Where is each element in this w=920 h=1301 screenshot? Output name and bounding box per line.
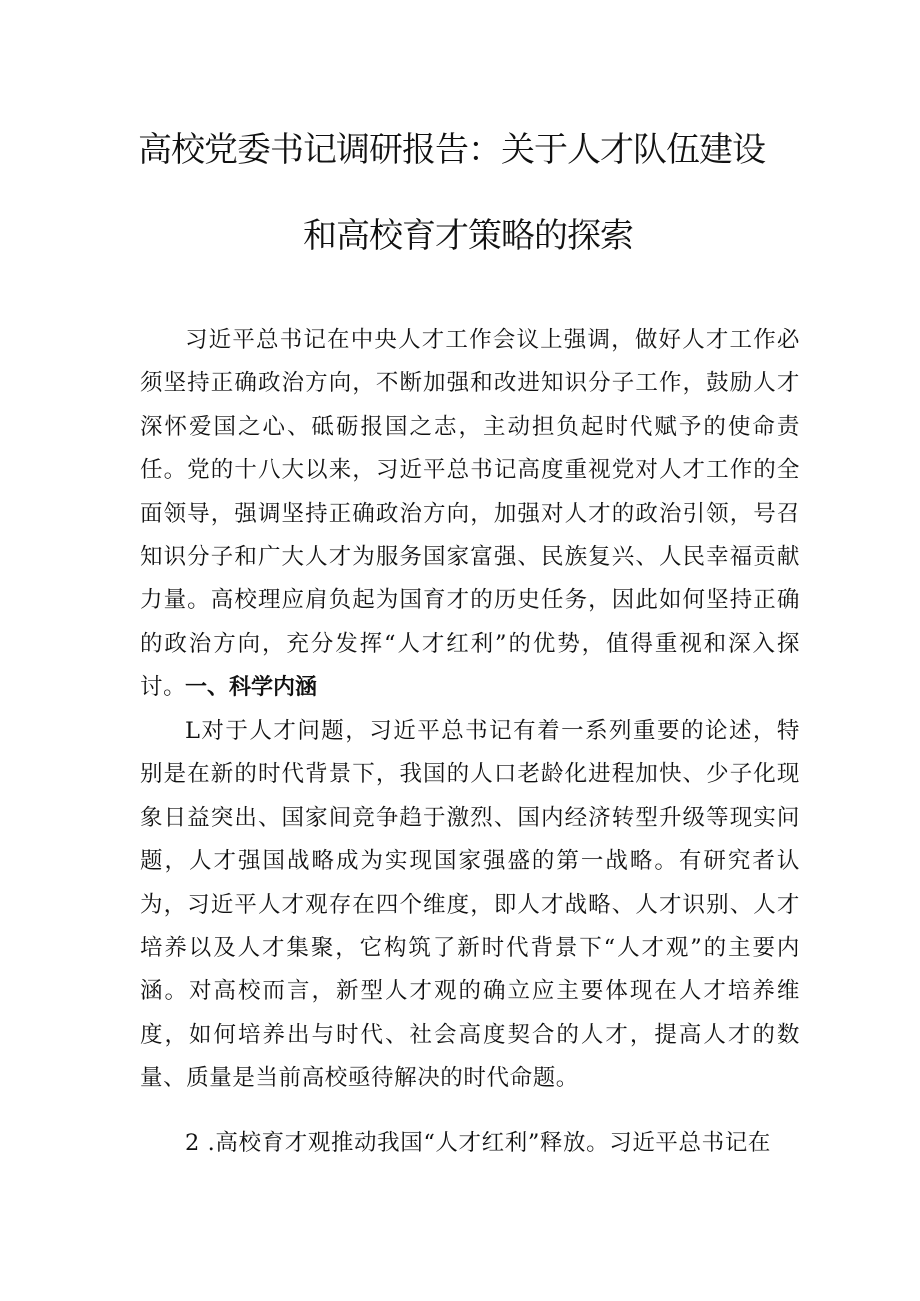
document-title-line-1: 高校党委书记调研报告：关于人才队伍建设: [138, 130, 765, 170]
body-paragraph-2: 2 .高校育才观推动我国“人才红利”释放。习近平总书记在: [185, 1130, 771, 1156]
body-paragraph-1: L对于人才问题，习近平总书记有着一系列重要的论述，特别是在新的时代背景下，我国的人口老龄化进程加快、少子化现象日益突出、国家间竞争趋于激烈、国内经济转型升级等现实问题，人才强国战略成为实现国家强盛的第一战略。有研究者认为，习近平人才观存在四个维度，即人才战略、人才识别、人才培养以及人才集聚，它构筑了新时代背景下“人才观”的主要内涵。对高校而言，新型人才观的确立应主要体现在人才培养维度，如何培养出与时代、社会高度契合的人才，提高人才的数量、质量是当前高校亟待解决的时代命题。: [140, 718, 800, 1092]
section-heading: 一、科学内涵: [185, 675, 318, 700]
intro-paragraph: 习近平总书记在中央人才工作会议上强调，做好人才工作必须坚持正确政治方向，不断加强和改进知识分子工作，鼓励人才深怀爱国之心、砥砺报国之志，主动担负起时代赋予的使命责任。党的十八大以来，习近平总书记高度重视党对人才工作的全面领导，强调坚持正确政治方向，加强对人才的政治引领，号召知识分子和广大人才为服务国家富强、民族复兴、人民幸福贡献力量。高校理应肩负起为国育才的历史任务，因此如何坚持正确的政治方向，充分发挥“人才红利”的优势，值得重视和深入探讨。: [140, 327, 800, 701]
document-title-line-2: 和高校育才策略的探索: [303, 216, 633, 256]
